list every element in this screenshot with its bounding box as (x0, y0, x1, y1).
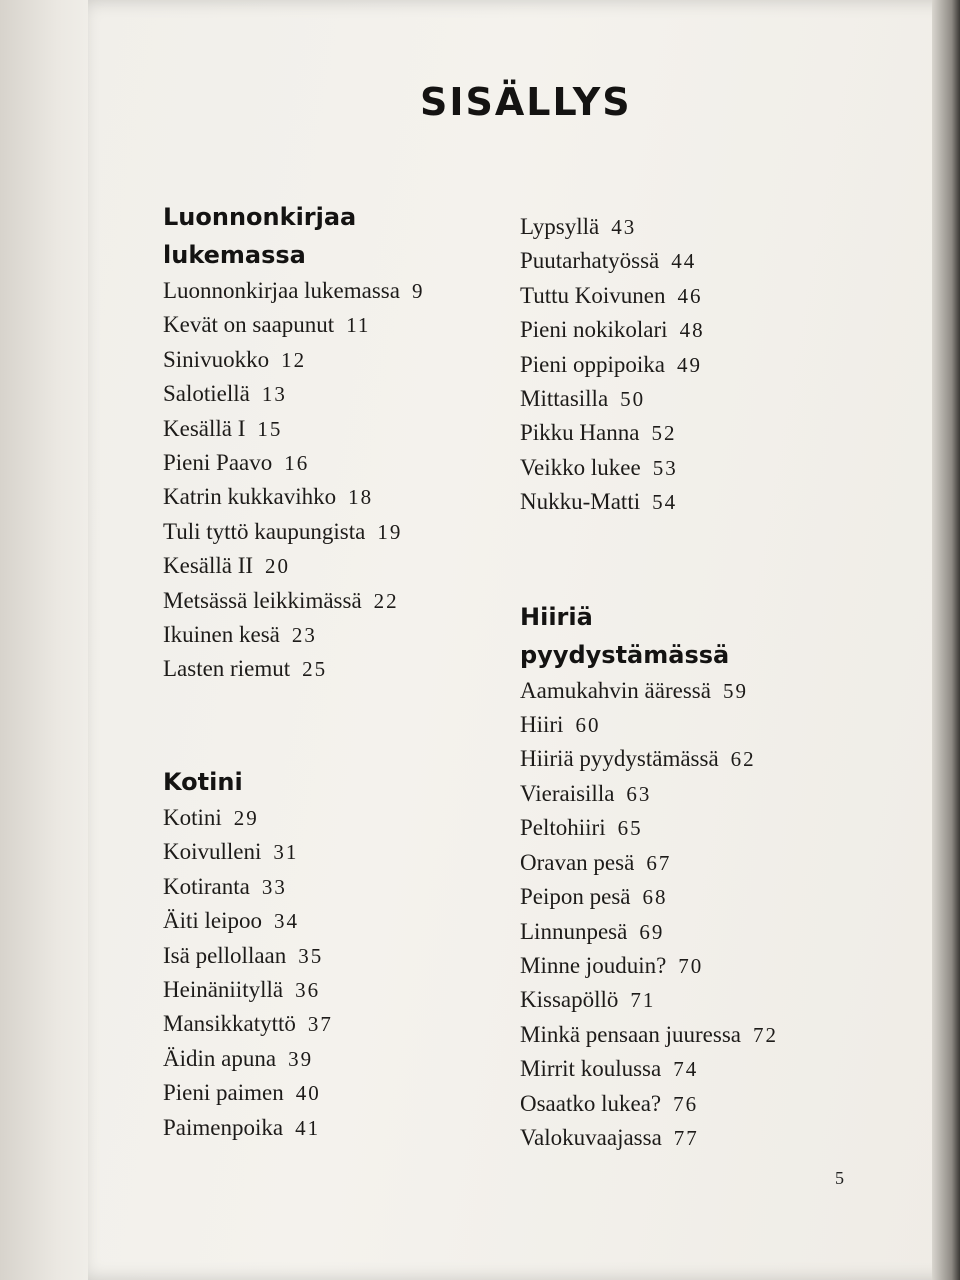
toc-column-right (520, 210, 860, 1155)
toc-entry-page: 37 (307, 1012, 333, 1037)
section-heading-line: Hiiriä (520, 602, 593, 631)
toc-entry-page: 50 (620, 387, 646, 412)
toc-entry-title: Puutarhatyössä (520, 248, 660, 274)
toc-entry (163, 480, 503, 514)
toc-entry-page: 41 (295, 1115, 321, 1140)
toc-column-left (163, 198, 503, 1145)
toc-entry (163, 412, 503, 446)
toc-entry-title: Kesällä I (163, 415, 246, 441)
section-heading-line: Luonnonkirjaa (163, 203, 357, 231)
section-heading-line: pyydystämässä (520, 640, 730, 669)
toc-entry-page: 15 (257, 416, 283, 441)
toc-entry-page: 60 (575, 713, 601, 738)
toc-entry-title: Mirrit koulussa (520, 1056, 662, 1082)
toc-entry (163, 274, 503, 308)
toc-entry-title: Heinäniityllä (163, 976, 284, 1002)
toc-entry-title: Koivulleni (163, 839, 262, 865)
toc-entry-page: 29 (233, 805, 259, 830)
toc-entry-page: 72 (753, 1022, 778, 1047)
toc-entry (163, 1007, 503, 1041)
toc-entry-page: 48 (679, 318, 705, 343)
toc-entry (163, 343, 503, 377)
toc-entry (520, 279, 860, 313)
toc-entry (520, 382, 860, 416)
toc-entry (520, 451, 860, 485)
toc-entry (520, 1121, 860, 1155)
toc-entry-title: Pieni nokikolari (520, 317, 668, 343)
toc-entry (163, 652, 503, 686)
toc-entry-title: Isä pellollaan (163, 942, 287, 968)
toc-entry-title: Oravan pesä (520, 849, 635, 875)
toc-entry-page: 22 (373, 588, 399, 613)
toc-entry-title: Aamukahvin ääressä (520, 677, 711, 703)
toc-entry-title: Kissapöllö (520, 987, 619, 1013)
toc-entry-page: 23 (291, 623, 317, 648)
toc-entry (520, 1018, 860, 1052)
toc-entry-title: Peltohiiri (520, 815, 606, 841)
toc-entry (163, 308, 503, 342)
toc-entry-title: Luonnonkirjaa lukemassa (163, 278, 400, 303)
toc-entry (163, 801, 503, 835)
toc-entry (520, 1052, 860, 1086)
toc-entry (520, 708, 860, 742)
toc-entry-page: 46 (677, 283, 703, 308)
toc-entry-title: Sinivuokko (163, 346, 270, 372)
toc-list-hiiria (520, 674, 860, 1156)
toc-entry-title: Lasten riemut (163, 656, 291, 682)
toc-entry-page: 54 (652, 490, 678, 515)
toc-entry-page: 62 (730, 747, 756, 772)
toc-entry-page: 33 (261, 874, 287, 899)
toc-entry (520, 485, 860, 519)
toc-entry-page: 11 (346, 313, 371, 338)
toc-entry-title: Metsässä leikkimässä (163, 587, 362, 613)
toc-entry-page: 9 (411, 279, 425, 303)
toc-entry-title: Lypsyllä (520, 214, 600, 239)
toc-entry-page: 19 (377, 519, 403, 544)
toc-entry-title: Valokuvaajassa (520, 1124, 662, 1150)
toc-entry (163, 584, 503, 618)
toc-entry (520, 811, 860, 845)
toc-entry (520, 742, 860, 776)
toc-entry-title: Pieni Paavo (163, 450, 273, 476)
toc-entry-title: Pieni oppipoika (520, 351, 666, 377)
toc-list-luonnonkirjaa (163, 274, 503, 687)
toc-entry (163, 618, 503, 652)
toc-entry (163, 1111, 503, 1145)
toc-entry (163, 904, 503, 938)
toc-list-kotini (163, 801, 503, 1145)
toc-entry-title: Hiiriä pyydystämässä (520, 746, 719, 772)
toc-entry (163, 549, 503, 583)
section-heading-kotini (163, 763, 503, 801)
toc-entry-page: 52 (651, 421, 677, 446)
toc-entry-title: Tuli tyttö kaupungista (163, 518, 366, 544)
toc-entry-page: 31 (273, 840, 299, 865)
toc-entry (520, 210, 860, 244)
toc-entry-page: 76 (673, 1091, 699, 1116)
toc-entry-title: Peipon pesä (520, 884, 631, 910)
toc-entry (520, 880, 860, 914)
toc-entry-title: Tuttu Koivunen (520, 282, 666, 308)
toc-entry-title: Osaatko lukea? (520, 1090, 662, 1116)
toc-entry-title: Äidin apuna (163, 1045, 277, 1071)
page-title: SISÄLLYS (420, 80, 632, 124)
toc-entry (520, 244, 860, 278)
toc-list-kotini-continued (520, 210, 860, 520)
book-gutter (0, 0, 96, 1280)
toc-entry (520, 416, 860, 450)
toc-entry-title: Veikko lukee (520, 454, 641, 480)
toc-entry-title: Nukku-Matti (520, 489, 641, 515)
toc-entry-title: Salotiellä (163, 381, 250, 407)
toc-entry-page: 36 (295, 977, 321, 1002)
toc-entry-title: Äiti leipoo (163, 908, 263, 934)
toc-entry-page: 71 (630, 988, 656, 1013)
toc-entry-title: Pieni paimen (163, 1080, 284, 1106)
section-heading-luonnonkirjaa (163, 198, 503, 274)
toc-entry-title: Minne jouduin? (520, 952, 667, 978)
toc-entry (520, 348, 860, 382)
toc-entry (520, 674, 860, 708)
toc-entry-title: Mansikkatyttö (163, 1011, 296, 1037)
section-heading-line: Kotini (163, 767, 243, 796)
toc-entry-title: Pikku Hanna (520, 420, 640, 446)
toc-entry-page: 44 (671, 249, 697, 274)
toc-entry (163, 1076, 503, 1110)
toc-entry-page: 16 (284, 451, 310, 476)
section-heading-line: lukemassa (163, 241, 306, 269)
toc-entry (520, 949, 860, 983)
toc-entry-page: 59 (722, 678, 748, 703)
toc-entry-title: Minkä pensaan juuressa (520, 1021, 741, 1047)
toc-entry-page: 68 (642, 885, 668, 910)
toc-entry-title: Paimenpoika (163, 1114, 284, 1140)
toc-entry (163, 973, 503, 1007)
toc-entry-title: Kesällä II (163, 553, 254, 579)
section-heading-hiiria (520, 598, 860, 674)
toc-entry-title: Vieraisilla (520, 780, 615, 806)
toc-entry (520, 1087, 860, 1121)
toc-entry-page: 53 (652, 455, 678, 480)
toc-entry-page: 13 (261, 382, 287, 407)
toc-entry-page: 39 (288, 1046, 314, 1071)
toc-entry-title: Hiiri (520, 712, 564, 738)
toc-entry (163, 939, 503, 973)
toc-entry (520, 777, 860, 811)
toc-entry-title: Ikuinen kesä (163, 622, 280, 648)
toc-entry (520, 313, 860, 347)
toc-entry-title: Katrin kukkavihko (163, 484, 337, 510)
toc-entry-page: 25 (302, 657, 328, 682)
toc-entry (163, 835, 503, 869)
toc-entry-page: 18 (348, 485, 374, 510)
toc-entry (163, 446, 503, 480)
page-number: 5 (835, 1168, 844, 1188)
toc-entry-title: Linnunpesä (520, 918, 628, 944)
toc-entry-page: 34 (274, 909, 300, 934)
toc-entry-page: 69 (639, 919, 665, 944)
toc-entry-page: 70 (678, 953, 704, 978)
toc-entry (520, 846, 860, 880)
toc-entry (520, 915, 860, 949)
toc-entry-page: 63 (626, 781, 652, 806)
toc-entry-page: 40 (295, 1081, 321, 1106)
toc-entry-page: 67 (646, 850, 672, 875)
toc-entry (163, 377, 503, 411)
toc-entry-title: Kotiranta (163, 873, 250, 899)
toc-entry-page: 77 (673, 1125, 699, 1150)
toc-entry-page: 74 (673, 1057, 699, 1082)
toc-entry (163, 1042, 503, 1076)
toc-entry-page: 65 (617, 816, 643, 841)
toc-entry (163, 515, 503, 549)
toc-entry-page: 49 (677, 352, 703, 377)
toc-entry-title: Kevät on saapunut (163, 312, 335, 338)
toc-entry-page: 12 (281, 347, 307, 372)
toc-entry-page: 20 (265, 554, 291, 579)
toc-entry-page: 35 (298, 943, 324, 968)
toc-entry (520, 983, 860, 1017)
page-edge-shadow (932, 0, 960, 1280)
toc-entry-title: Kotini (163, 804, 222, 830)
toc-entry-page: 43 (611, 215, 637, 239)
toc-entry (163, 870, 503, 904)
toc-entry-title: Mittasilla (520, 386, 609, 412)
